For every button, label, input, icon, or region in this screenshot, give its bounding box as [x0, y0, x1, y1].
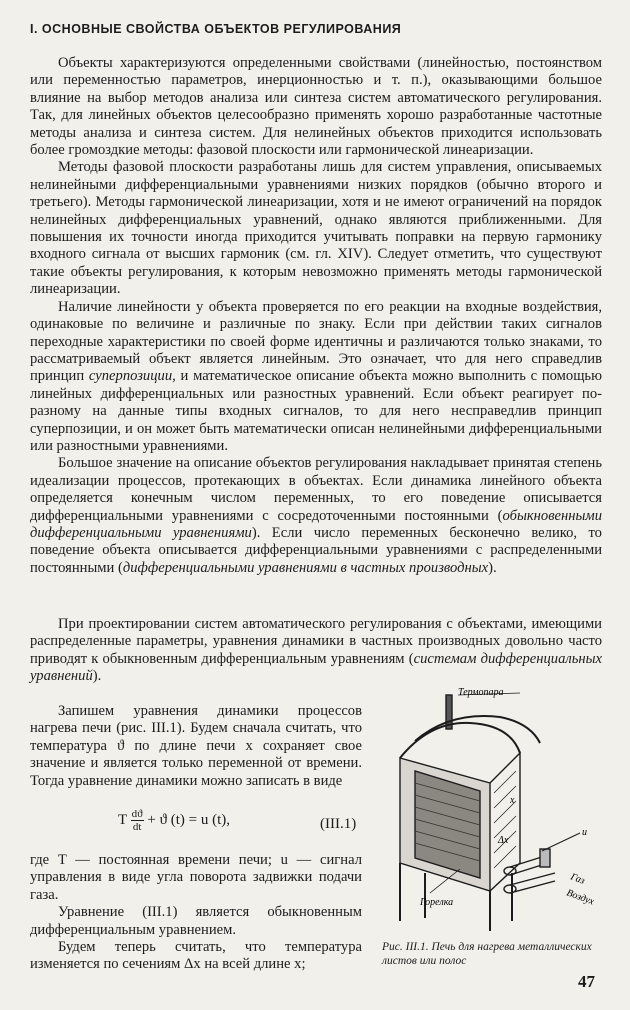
label-x: x — [510, 795, 515, 806]
paragraph-7: где T — постоянная времени печи; u — сигнал управления в виде угла поворота задвижки подачи газа. — [30, 852, 362, 903]
eq-rest: + ϑ (t) = u (t), — [147, 811, 231, 828]
label-air: Воздух — [564, 887, 596, 908]
paragraph-6: Запишем уравнения динамики процессов нагрева печи (рис. III.1). Будем сначала считать, что температура ϑ по длине печи x сохраняет свое значение и является только переменной от времени. Тогда уравнение динамики можно записать в виде — [30, 703, 362, 789]
paragraph-6-block — [30, 703, 362, 790]
eq-symbol-T: T — [118, 811, 127, 828]
term-ordinary-de: обыкновенными дифференциальными уравнениями — [30, 507, 602, 541]
label-gas: Газ — [568, 871, 587, 887]
paragraph-9: Будем теперь считать, что температура изменяется по сечениям Δx на всей длине x; — [30, 939, 362, 973]
furnace-figure — [370, 683, 610, 938]
figure-caption: Рис. III.1. Печь для нагрева металлических листов или полос — [382, 941, 592, 967]
eq-number: (III.1) — [320, 816, 357, 832]
equation-III-1 — [118, 808, 368, 833]
label-burner: Горелка — [420, 897, 454, 908]
paragraph-5-block — [30, 616, 602, 686]
term-partial-de: дифференциальными уравнениями в частных производных — [122, 559, 489, 576]
paragraph-5: При проектировании систем автоматического регулирования с объектами, имеющими распределенные параметры, уравнения динамики в частных производных довольно часто приводят к обыкновенным дифференциальным уравнениям (системам дифференциальных уравнений). — [30, 616, 602, 685]
paragraph-7-9-block — [30, 852, 362, 974]
label-thermocouple: Термопара — [458, 687, 504, 698]
page-number: 47 — [578, 972, 595, 991]
paragraph-1: Объекты характеризуются определенными свойствами (линейностью, постоянством или переменностью параметров, инерционностью и т. п.), оказывающими большое влияние на выбор методов анализа или синтеза систем автоматического регулирования. Так, для линейных объектов целесообразно применять хорошо разработанные частотные методы анализа и синтеза систем. Для нелинейных объектов приходится использовать более громоздкие методы: фазовой плоскости или гармонической линеаризации. — [30, 55, 602, 159]
paragraph-4: Большое значение на описание объектов регулирования накладывает принятая степень идеализации процессов, протекающих в объектах. Если динамика линейного объекта определяется конечным числом переменных, то его поведение описывается дифференциальными уравнениями с сосредоточенными постоянными (обыкновенными дифференциальными уравнениями). Если число переменных бесконечно велико, то поведение объекта описывается дифференциальными уравнениями с распределенными постоянными (дифференциальными уравнениями в частных производных). — [30, 455, 602, 576]
label-dx: Δx — [498, 835, 509, 846]
label-u: u — [582, 827, 587, 838]
term-systems-de: системам дифференциальных уравнений — [30, 650, 602, 685]
main-text-block — [30, 55, 602, 577]
paragraph-2: Методы фазовой плоскости разработаны лишь для систем управления, описываемых нелинейными дифференциальными уравнениями низких порядков (обычно второго и третьего). Методы гармонической линеаризации, хотя и не имеют ограничений на порядок нелинейных дифференциальных уравнений, однако являются приближенными. Для повышения их точности иногда приходится учитывать поправки на первую гармонику входного сигнала от высших гармоник (см. гл. XIV). Следует отметить, что существуют такие объекты регулирования, к которым невозможно применять методы гармонической линеаризации. — [30, 159, 602, 298]
eq-fraction: $\frac{dϑ}{dt}$ — [131, 808, 143, 833]
section-heading: I. ОСНОВНЫЕ СВОЙСТВА ОБЪЕКТОВ РЕГУЛИРОВАНИЯ — [30, 22, 402, 36]
paragraph-3: Наличие линейности у объекта проверяется по его реакции на входные воздействия, одинаковые по величине и различные по знаку. Если при действии таких сигналов переходные характеристики по своей форме идентичны и различаются только знаками, то рассматриваемый объект является линейным. Это означает, что для него справедлив принцип суперпозиции, и математическое описание объекта можно выполнить с помощью линейных дифференциальных или разностных уравнений. Если объект реагирует по-разному на данные типы входных сигналов, то для него несправедлив принцип суперпозиции, и он может быть математически описан нелинейными дифференциальными или разностными уравнениями. — [30, 298, 602, 454]
term-superposition: суперпозиции — [88, 368, 173, 385]
paragraph-8: Уравнение (III.1) является обыкновенным дифференциальным уравнением. — [30, 904, 362, 938]
